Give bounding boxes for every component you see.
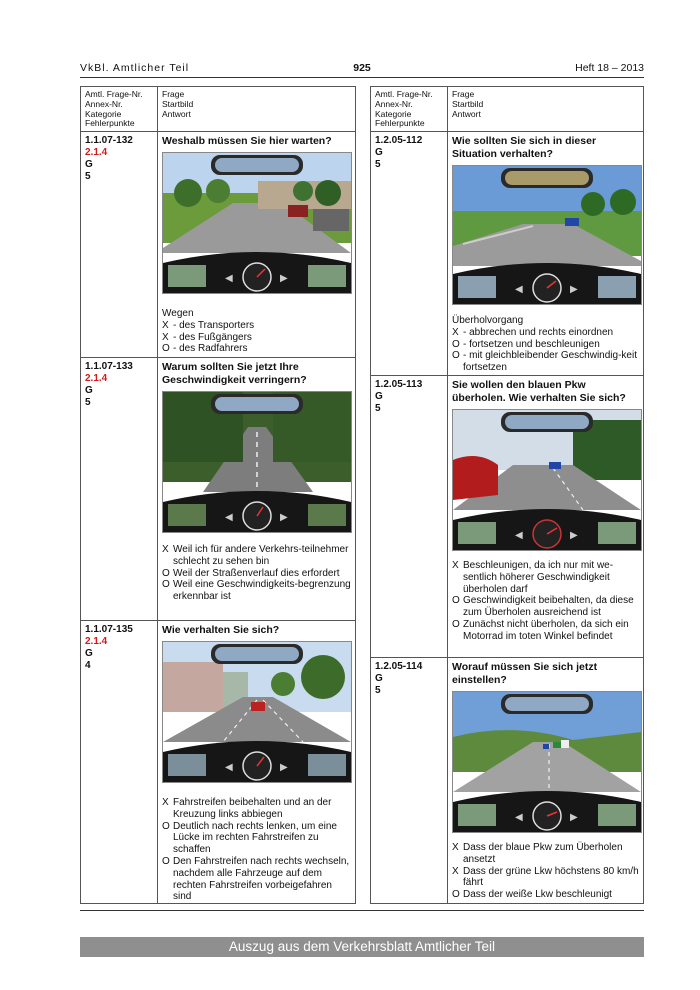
answer-option	[452, 889, 641, 901]
question-number: 1.2.05-112	[375, 135, 423, 146]
svg-text:▶: ▶	[280, 762, 288, 773]
answer-text: Fahrstreifen beibehalten und an der Kreuzung links abbiegen	[173, 797, 332, 820]
answer-option	[162, 579, 353, 603]
svg-text:▶: ▶	[570, 530, 578, 541]
svg-text:▶: ▶	[280, 512, 288, 523]
error-points: 5	[375, 685, 381, 696]
answer-mark: X	[452, 326, 459, 338]
answer-option	[162, 343, 353, 355]
journal-title: VkBl. Amtlicher Teil	[80, 62, 190, 74]
answer-mark: O	[452, 618, 460, 630]
start-image	[452, 409, 642, 551]
header-kategorie: Kategorie	[85, 108, 122, 119]
answer-text: - fortsetzen und beschleunigen	[463, 338, 600, 350]
question-meta	[375, 135, 422, 171]
answer-option	[162, 821, 353, 856]
answer-text: Den Fahrstreifen nach rechts wechseln, nachdem alle Fahrzeuge auf dem rechten Fahrstreifen vorbeigefahren sind	[173, 855, 350, 903]
answer-list	[452, 842, 641, 901]
question-number: 1.1.07-133	[85, 361, 133, 372]
answer-option	[452, 327, 641, 339]
question-number: 1.1.07-135	[85, 624, 133, 635]
answer-mark: O	[452, 350, 460, 362]
header-frage-nr: Amtl. Frage-Nr.	[375, 89, 433, 99]
category: G	[85, 385, 93, 396]
issue-label: Heft 18 – 2013	[575, 62, 644, 74]
right-table	[370, 86, 644, 904]
category: G	[375, 673, 383, 684]
header-fehlerpunkte: Fehlerpunkte	[375, 118, 425, 129]
svg-text:◀: ◀	[515, 284, 523, 295]
answer-mark: X	[162, 319, 169, 331]
page-header	[80, 62, 644, 76]
footer-divider	[80, 910, 644, 911]
answer-mark: O	[452, 595, 460, 607]
page-number: 925	[353, 62, 371, 74]
table-header	[371, 87, 643, 132]
question-entry	[371, 658, 643, 903]
header-antwort: Antwort	[452, 108, 481, 119]
error-points: 5	[85, 171, 91, 182]
svg-text:◀: ◀	[515, 812, 523, 823]
answer-text: - mit gleichbleibender Geschwindig-keit fortsetzen	[463, 350, 637, 374]
header-kategorie: Kategorie	[375, 108, 412, 119]
answer-mark: X	[452, 560, 459, 571]
answer-text: Dass der grüne Lkw höchstens 80 km/h fährt	[463, 865, 639, 889]
header-antwort: Antwort	[162, 108, 191, 119]
svg-text:◀: ◀	[225, 762, 233, 773]
answer-option	[452, 350, 641, 374]
question-meta	[375, 379, 422, 415]
left-table	[80, 86, 356, 904]
answer-mark: X	[162, 797, 169, 808]
error-points: 5	[375, 159, 381, 170]
question-number: 1.2.05-114	[375, 661, 423, 672]
answer-option	[162, 544, 353, 568]
header-startbild: Startbild	[452, 98, 484, 109]
header-startbild: Startbild	[162, 98, 194, 109]
question-text: Warum sollten Sie jetzt Ihre Geschwindigkeit verringern?	[162, 361, 307, 386]
answer-option	[162, 856, 353, 903]
answer-mark: X	[162, 331, 169, 343]
annex-number: 2.1.4	[85, 147, 108, 158]
answer-list	[452, 560, 641, 643]
answer-mark: O	[162, 820, 170, 832]
table-header	[81, 87, 355, 132]
answer-mark: O	[162, 579, 170, 591]
question-entry	[81, 358, 355, 621]
answer-text: Weil der Straßenverlauf dies erfordert	[173, 567, 340, 579]
question-text: Sie wollen den blauen Pkw überholen. Wie verhalten Sie sich?	[452, 379, 626, 404]
question-entry	[81, 132, 355, 358]
answer-option	[452, 339, 641, 351]
answer-mark: X	[452, 842, 459, 853]
question-meta	[85, 361, 133, 409]
category: G	[85, 648, 93, 659]
footer-banner: Auszug aus dem Verkehrsblatt Amtlicher Teil	[80, 937, 644, 957]
category: G	[85, 159, 93, 170]
header-frage-nr: Amtl. Frage-Nr.	[85, 89, 143, 99]
question-number: 1.1.07-132	[85, 135, 133, 146]
start-image	[452, 165, 642, 305]
question-entry	[371, 376, 643, 658]
start-image	[452, 691, 642, 833]
header-fehlerpunkte: Fehlerpunkte	[85, 118, 135, 129]
header-annex-nr: Annex-Nr.	[85, 98, 123, 109]
answer-text: Weil eine Geschwindigkeits-begrenzung erkennbar ist	[173, 579, 351, 603]
answer-text: Zunächst nicht überholen, da sich ein Motorrad im toten Winkel befindet	[463, 618, 629, 642]
svg-text:◀: ◀	[225, 273, 233, 284]
question-entry	[81, 621, 355, 903]
category: G	[375, 391, 383, 402]
answer-mark: X	[162, 544, 169, 555]
header-annex-nr: Annex-Nr.	[375, 98, 413, 109]
answer-text: - abbrechen und rechts einordnen	[463, 326, 614, 338]
answer-text: Deutlich nach rechts lenken, um eine Lücke im rechten Fahrstreifen zu schaffen	[173, 820, 337, 856]
answer-lead: Wegen	[162, 308, 194, 319]
error-points: 5	[375, 403, 381, 414]
answer-mark: O	[452, 889, 460, 901]
svg-text:◀: ◀	[515, 530, 523, 541]
answer-lead: Überholvorgang	[452, 315, 524, 326]
answer-mark: O	[162, 343, 170, 355]
question-number: 1.2.05-113	[375, 379, 423, 390]
question-meta	[85, 624, 133, 672]
header-divider	[80, 77, 644, 78]
answer-mark: X	[452, 865, 459, 877]
answer-option	[452, 619, 641, 643]
annex-number: 2.1.4	[85, 373, 108, 384]
answer-list	[162, 797, 353, 903]
question-text: Wie verhalten Sie sich?	[162, 624, 280, 636]
answer-mark: O	[452, 338, 460, 350]
answer-option	[452, 866, 641, 890]
answer-mark: O	[162, 567, 170, 579]
header-frage: Frage	[162, 89, 185, 99]
annex-number: 2.1.4	[85, 636, 108, 647]
question-meta	[375, 661, 422, 697]
answer-text: Beschleunigen, da ich nur mit we-sentlich höherer Geschwindigkeit überholen darf	[463, 560, 614, 595]
answer-text: - des Fußgängers	[173, 331, 252, 343]
start-image	[162, 391, 352, 533]
question-text: Weshalb müssen Sie hier warten?	[162, 135, 332, 147]
answer-text: Dass der blaue Pkw zum Überholen ansetzt	[463, 842, 623, 865]
question-entry	[371, 132, 643, 376]
answer-option	[162, 332, 353, 344]
answer-text: - des Radfahrers	[173, 343, 248, 355]
answer-option	[452, 842, 641, 866]
question-text: Wie sollten Sie sich in dieser Situation verhalten?	[452, 135, 597, 160]
answer-option	[452, 595, 641, 619]
category: G	[375, 147, 383, 158]
error-points: 4	[85, 660, 91, 671]
answer-text: - des Transporters	[173, 319, 255, 331]
answer-list	[162, 544, 353, 603]
answer-option	[162, 320, 353, 332]
question-text: Worauf müssen Sie sich jetzt einstellen?	[452, 661, 598, 686]
svg-text:▶: ▶	[280, 273, 288, 284]
answer-text: Weil ich für andere Verkehrs-teilnehmer schlecht zu sehen bin	[173, 544, 349, 567]
answer-list	[162, 308, 353, 355]
answer-option	[162, 797, 353, 821]
error-points: 5	[85, 397, 91, 408]
svg-text:▶: ▶	[570, 284, 578, 295]
header-frage: Frage	[452, 89, 475, 99]
question-meta	[85, 135, 133, 183]
start-image	[162, 641, 352, 783]
answer-mark: O	[162, 855, 170, 867]
svg-text:◀: ◀	[225, 512, 233, 523]
answer-option	[162, 568, 353, 580]
answer-list	[452, 315, 641, 374]
start-image	[162, 152, 352, 294]
svg-text:▶: ▶	[570, 812, 578, 823]
answer-text: Geschwindigkeit beibehalten, da diese zum Überholen ausreichend ist	[463, 595, 634, 619]
answer-option	[452, 560, 641, 595]
answer-text: Dass der weiße Lkw beschleunigt	[463, 889, 612, 901]
